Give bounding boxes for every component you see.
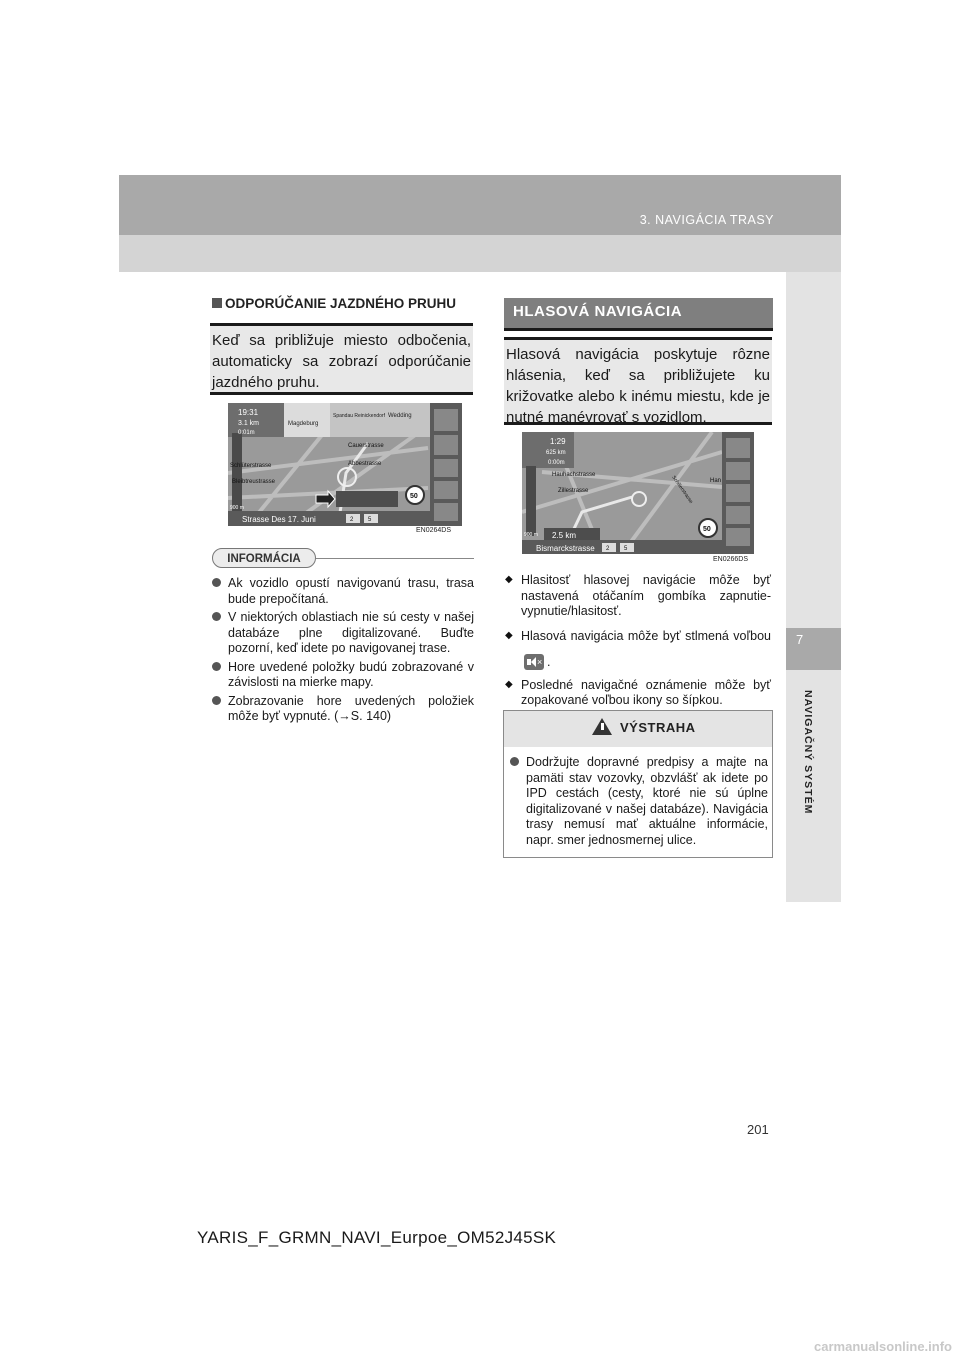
list-item: Hore uvedené položky budú zobrazované v závislosti na mierke mapy. — [212, 660, 474, 691]
list-item: Ak vozidlo opustí navigovanú trasu, trasa bude prepočítaná. — [212, 576, 474, 607]
lane-speed-sign: 50 — [410, 493, 418, 500]
diamond-bullet-icon: ◆ — [505, 678, 513, 690]
warning-text-block — [510, 755, 768, 848]
list-item: ◆ Hlasitosť hlasovej navigácie môže byť nastavená otáčaním gombíka zapnutie-vypnutie/hlasitosť. — [505, 573, 771, 618]
warning-box — [503, 710, 773, 858]
chapter-title: 3. NAVIGÁCIA TRASY — [639, 213, 774, 227]
information-badge: INFORMÁCIA — [212, 548, 316, 568]
information-rule — [316, 558, 474, 559]
lane-road-name: Strasse Des 17. Juni — [242, 515, 316, 524]
voice-time: 1:29 — [550, 437, 566, 446]
lane-badge-2: 5 — [368, 517, 372, 523]
information-list — [212, 576, 474, 728]
voice-street-3: Schillerstrasse — [670, 474, 694, 505]
lane-guidance-screenshot — [228, 403, 462, 526]
list-item: ◆ Posledné navigačné oznámenie môže byť zopakované voľbou ikony so šípkou. — [505, 677, 771, 707]
warning-header — [504, 711, 772, 747]
voice-guidance-screenshot — [522, 432, 754, 554]
bullet-dot-icon — [212, 662, 221, 671]
voice-distance: 625 km — [546, 450, 566, 456]
lane-distance: 3.1 km — [238, 420, 260, 427]
lane-figure-id: EN0264DS — [416, 527, 452, 534]
lane-map-svg — [228, 403, 462, 526]
warning-triangle-icon — [592, 718, 612, 735]
watermark: carmanualsonline.info — [814, 1339, 952, 1354]
chapter-number-tab — [786, 628, 841, 670]
chapter-number: 7 — [796, 632, 804, 647]
voice-next-distance: 2.5 km — [552, 531, 577, 540]
voice-street-1: Hauhachstrasse — [552, 472, 596, 478]
bullet-dot-icon — [510, 757, 519, 766]
voice-list — [505, 573, 771, 712]
voice-road-name: Bismarckstrasse — [536, 544, 595, 553]
voice-badge-1: 2 — [606, 546, 610, 552]
voice-map-svg — [522, 432, 754, 554]
lane-street-1: Cauerstrasse — [348, 443, 384, 449]
lane-street-3: Schlüterstrasse — [230, 463, 272, 469]
lane-badge-1: 2 — [350, 517, 354, 523]
list-item: ◆ Hlasová navigácia môže byť stlmená voľbou × . — [505, 628, 771, 669]
diamond-bullet-icon: ◆ — [505, 574, 513, 585]
lane-street-4: Bleibtreustrasse — [232, 479, 276, 485]
document-code: YARIS_F_GRMN_NAVI_Eurpoe_OM52J45SK — [197, 1228, 557, 1247]
square-bullet-icon — [212, 298, 222, 308]
list-item: Zobrazovanie hore uvedených položiek môže byť vypnuté. (→S. 140) — [212, 694, 474, 725]
section-title-lane: ODPORÚČANIE JAZDNÉHO PRUHU — [212, 296, 456, 311]
lane-dest-1: Magdeburg — [288, 421, 319, 427]
header-subband — [119, 235, 841, 272]
section-title-voice: HLASOVÁ NAVIGÁCIA — [504, 298, 773, 331]
page-number: 201 — [747, 1122, 769, 1137]
voice-figure-id: EN0266DS — [713, 556, 749, 563]
lane-time: 19:31 — [238, 408, 259, 417]
lane-eta: 0:01m — [238, 430, 255, 436]
mute-icon: × — [524, 654, 544, 670]
bullet-dot-icon — [212, 696, 221, 705]
lane-dest-2: Spandau Reinickendorf — [333, 413, 385, 419]
bullet-dot-icon — [212, 578, 221, 587]
diamond-bullet-icon: ◆ — [505, 629, 513, 641]
voice-street-4: Han — [710, 478, 722, 484]
lane-street-2: Abbestrasse — [348, 461, 382, 467]
voice-scale: 900 m — [524, 532, 538, 538]
voice-street-2: Zillestrasse — [558, 488, 589, 494]
bullet-dot-icon — [212, 612, 221, 621]
lane-intro-box: Keď sa približuje miesto odbočenia, automaticky sa zobrazí odporúčanie jazdného pruhu. — [210, 323, 473, 395]
voice-eta: 0:00m — [548, 460, 565, 466]
voice-intro-box: Hlasová navigácia poskytuje rôzne hlásenia, keď sa približujete ku križovatke alebo k inému miestu, kde je nutné manévrovať s vozidlom. — [504, 337, 772, 425]
lane-dest-3: Wedding — [388, 413, 412, 419]
voice-badge-2: 5 — [624, 546, 628, 552]
chapter-label: NAVIGAČNÝ SYSTÉM — [802, 690, 814, 815]
warning-title: VÝSTRAHA — [620, 720, 696, 735]
lane-scale: 900 m — [230, 505, 244, 511]
list-item: V niektorých oblastiach nie sú cesty v našej databáze plne digitalizované. Buďte pozorní, keď idete po navigovanej trase. — [212, 610, 474, 657]
voice-speed-sign: 50 — [703, 526, 711, 533]
warning-text: Dodržujte dopravné predpisy a majte na pamäti stav vozovky, obzvlášť ak idete po IPD cestách (cesty, ktoré nie sú úplne digitalizované v našej databáze). Navigácia trasy nemusí mať aktuálne informácie, napr. smer jednosmernej ulice. — [526, 755, 768, 847]
